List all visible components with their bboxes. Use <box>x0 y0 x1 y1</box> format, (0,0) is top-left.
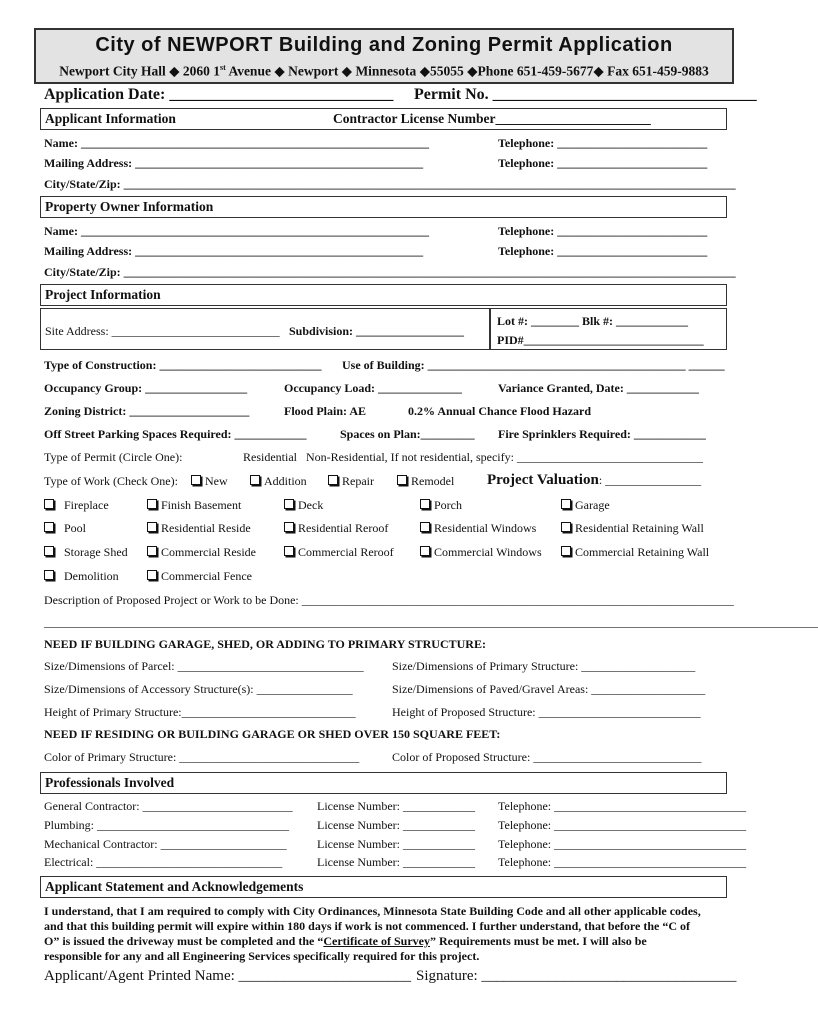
permit-type-residential[interactable]: Residential <box>243 450 297 464</box>
electrical-phone-field[interactable]: Telephone: ________________________________ <box>498 855 747 869</box>
checkbox-residential-reroof[interactable]: Residential Reroof <box>284 521 388 536</box>
applicant-mailing-address-field[interactable]: Mailing Address: ________________________________________________ <box>44 156 424 170</box>
subdivision-field[interactable]: Subdivision: __________________ <box>289 324 465 338</box>
checkbox-icon <box>147 522 157 532</box>
proposed-structure-height-field[interactable]: Height of Proposed Structure: ___________________________ <box>392 705 701 719</box>
lot-block-box <box>490 308 727 350</box>
plumbing-license-field[interactable]: License Number: ____________ <box>317 818 475 832</box>
permit-type-label: Type of Permit (Circle One): <box>44 450 183 464</box>
statement-line-3: O” is issued the driveway must be completed and the “Certificate of Survey” Requirements must be met. I will also be <box>44 934 647 948</box>
plumbing-field[interactable]: Plumbing: ________________________________ <box>44 818 290 832</box>
applicant-section-header <box>40 108 727 130</box>
checkbox-icon <box>44 546 54 556</box>
checkbox-icon <box>191 475 201 485</box>
checkbox-commercial-fence[interactable]: Commercial Fence <box>147 569 252 584</box>
mechanical-license-field[interactable]: License Number: ____________ <box>317 837 475 851</box>
primary-structure-color-field[interactable]: Color of Primary Structure: ______________________________ <box>44 750 360 764</box>
checkbox-icon <box>250 475 260 485</box>
work-type-new-checkbox[interactable]: New <box>191 474 228 489</box>
signature-field[interactable]: Signature: __________________________________ <box>416 968 737 984</box>
applicant-city-state-zip-field[interactable]: City/State/Zip: ______________________________________________________________________________________________________ <box>44 177 736 191</box>
title-box <box>34 28 734 84</box>
checkbox-commercial-reroof[interactable]: Commercial Reroof <box>284 545 394 560</box>
general-contractor-license-field[interactable]: License Number: ____________ <box>317 799 475 813</box>
printed-name-field[interactable]: Applicant/Agent Printed Name: _______________________ <box>44 968 412 984</box>
checkbox-icon <box>561 546 571 556</box>
checkbox-demolition[interactable]: Demolition <box>44 569 119 584</box>
occupancy-group-field[interactable]: Occupancy Group: _________________ <box>44 381 248 395</box>
owner-section-label: Property Owner Information <box>45 199 214 214</box>
checkbox-icon <box>147 499 157 509</box>
work-type-repair-checkbox[interactable]: Repair <box>328 474 374 489</box>
checkbox-icon <box>328 475 338 485</box>
site-address-field[interactable]: Site Address: ____________________________ <box>45 324 280 338</box>
owner-section-header <box>40 196 727 218</box>
applicant-telephone-field-1[interactable]: Telephone: _________________________ <box>498 136 708 150</box>
application-date-field[interactable]: Application Date: ____________________________ <box>44 86 394 103</box>
general-contractor-phone-field[interactable]: Telephone: ________________________________ <box>498 799 747 813</box>
checkbox-icon <box>420 546 430 556</box>
checkbox-deck[interactable]: Deck <box>284 498 323 513</box>
parcel-size-field[interactable]: Size/Dimensions of Parcel: _______________________________ <box>44 659 364 673</box>
project-description-line-2[interactable]: _________________________________________________________________________________________________________________________________ <box>44 615 818 629</box>
general-contractor-field[interactable]: General Contractor: _________________________ <box>44 799 293 813</box>
flood-hazard-label: 0.2% Annual Chance Flood Hazard <box>408 404 592 418</box>
checkbox-residential-windows[interactable]: Residential Windows <box>420 521 536 536</box>
checkbox-icon <box>561 499 571 509</box>
construction-type-field[interactable]: Type of Construction: ___________________________ <box>44 358 322 372</box>
professionals-section-header <box>40 772 727 794</box>
applicant-name-field[interactable]: Name: __________________________________________________________ <box>44 136 429 150</box>
project-description-field[interactable]: Description of Proposed Project or Work to be Done: ________________________________________________________________________ <box>44 593 734 607</box>
electrical-field[interactable]: Electrical: _______________________________ <box>44 855 283 869</box>
checkbox-icon <box>44 499 54 509</box>
checkbox-storage-shed[interactable]: Storage Shed <box>44 545 128 560</box>
residing-heading: NEED IF RESIDING OR BUILDING GARAGE OR SHED OVER 150 SQUARE FEET: <box>44 727 501 741</box>
checkbox-residential-retaining-wall[interactable]: Residential Retaining Wall <box>561 521 704 536</box>
primary-structure-size-field[interactable]: Size/Dimensions of Primary Structure: ___________________ <box>392 659 696 673</box>
checkbox-icon <box>147 546 157 556</box>
pid-field[interactable]: PID#______________________________ <box>497 333 704 347</box>
primary-structure-height-field[interactable]: Height of Primary Structure:_____________________________ <box>44 705 356 719</box>
statement-line-1: I understand, that I am required to comply with City Ordinances, Minnesota State Building Code and all other applicable codes, <box>44 904 701 918</box>
checkbox-icon <box>420 522 430 532</box>
owner-name-field[interactable]: Name: __________________________________________________________ <box>44 224 429 238</box>
checkbox-icon <box>561 522 571 532</box>
applicant-telephone-field-2[interactable]: Telephone: _________________________ <box>498 156 708 170</box>
checkbox-finish-basement[interactable]: Finish Basement <box>147 498 241 513</box>
owner-city-state-zip-field[interactable]: City/State/Zip: ______________________________________________________________________________________________________ <box>44 265 736 279</box>
variance-date-field[interactable]: Variance Granted, Date: ____________ <box>498 381 699 395</box>
garage-shed-heading: NEED IF BUILDING GARAGE, SHED, OR ADDING TO PRIMARY STRUCTURE: <box>44 637 486 651</box>
checkbox-commercial-windows[interactable]: Commercial Windows <box>420 545 542 560</box>
spaces-on-plan-field[interactable]: Spaces on Plan:_________ <box>340 427 475 441</box>
statement-line-2: and that this building permit will expire within 180 days if work is not commenced. I further understand, that before the “C of <box>44 919 691 933</box>
lot-block-field[interactable]: Lot #: ________ Blk #: ____________ <box>497 314 689 328</box>
fire-sprinklers-field[interactable]: Fire Sprinklers Required: ____________ <box>498 427 706 441</box>
checkbox-garage[interactable]: Garage <box>561 498 610 513</box>
mechanical-phone-field[interactable]: Telephone: ________________________________ <box>498 837 747 851</box>
checkbox-icon <box>284 522 294 532</box>
permit-number-field[interactable]: Permit No. _________________________________ <box>414 86 757 103</box>
checkbox-pool[interactable]: Pool <box>44 521 86 536</box>
work-type-label: Type of Work (Check One): <box>44 474 178 488</box>
checkbox-commercial-retaining-wall[interactable]: Commercial Retaining Wall <box>561 545 709 560</box>
statement-section-header <box>40 876 727 898</box>
plumbing-phone-field[interactable]: Telephone: ________________________________ <box>498 818 747 832</box>
checkbox-icon <box>420 499 430 509</box>
accessory-structure-size-field[interactable]: Size/Dimensions of Accessory Structure(s): ________________ <box>44 682 353 696</box>
checkbox-icon <box>44 570 54 580</box>
project-section-header <box>40 284 727 306</box>
statement-line-4: responsible for any and all Engineering Services specifically required for this project. <box>44 949 480 963</box>
owner-telephone-field-1[interactable]: Telephone: _________________________ <box>498 224 708 238</box>
professionals-section-label: Professionals Involved <box>45 775 175 790</box>
checkbox-porch[interactable]: Porch <box>420 498 462 513</box>
owner-telephone-field-2[interactable]: Telephone: _________________________ <box>498 244 708 258</box>
statement-section-label: Applicant Statement and Acknowledgements <box>45 879 304 894</box>
occupancy-load-field[interactable]: Occupancy Load: ______________ <box>284 381 463 395</box>
parking-spaces-field[interactable]: Off Street Parking Spaces Required: ____________ <box>44 427 307 441</box>
city-hall-address: Newport City Hall ◆ 2060 1st Avenue ◆ Newport ◆ Minnesota ◆55055 ◆Phone 651-459-5677◆ Fax 651-459-9883 <box>59 63 709 79</box>
use-of-building-field[interactable]: Use of Building: ___________________________________________ ______ <box>342 358 725 372</box>
checkbox-icon <box>44 522 54 532</box>
site-address-box <box>40 308 490 350</box>
owner-mailing-address-field[interactable]: Mailing Address: ________________________________________________ <box>44 244 424 258</box>
checkbox-icon <box>147 570 157 580</box>
work-type-addition-checkbox[interactable]: Addition <box>250 474 307 489</box>
checkbox-fireplace[interactable]: Fireplace <box>44 498 109 513</box>
checkbox-commercial-reside[interactable]: Commercial Reside <box>147 545 256 560</box>
project-section-label: Project Information <box>45 287 161 302</box>
project-valuation-field[interactable]: Project Valuation: ________________ <box>487 472 702 488</box>
electrical-license-field[interactable]: License Number: ____________ <box>317 855 475 869</box>
applicant-section-label: Applicant Information <box>45 111 176 126</box>
checkbox-icon <box>284 546 294 556</box>
flood-plain-label: Flood Plain: AE <box>284 404 367 418</box>
certificate-of-survey-text: Certificate of Survey <box>323 934 430 948</box>
checkbox-icon <box>397 475 407 485</box>
checkbox-icon <box>284 499 294 509</box>
proposed-structure-color-field[interactable]: Color of Proposed Structure: ____________________________ <box>392 750 702 764</box>
zoning-district-field[interactable]: Zoning District: ____________________ <box>44 404 250 418</box>
mechanical-contractor-field[interactable]: Mechanical Contractor: _____________________ <box>44 837 287 851</box>
checkbox-residential-reside[interactable]: Residential Reside <box>147 521 251 536</box>
work-type-remodel-checkbox[interactable]: Remodel <box>397 474 454 489</box>
paved-area-size-field[interactable]: Size/Dimensions of Paved/Gravel Areas: ___________________ <box>392 682 706 696</box>
page-title: City of NEWPORT Building and Zoning Permit Application <box>95 34 673 56</box>
contractor-license-field[interactable]: Contractor License Number_______________________ <box>333 111 651 126</box>
permit-type-non-residential[interactable]: Non-Residential, If not residential, specify: _______________________________ <box>306 450 703 464</box>
